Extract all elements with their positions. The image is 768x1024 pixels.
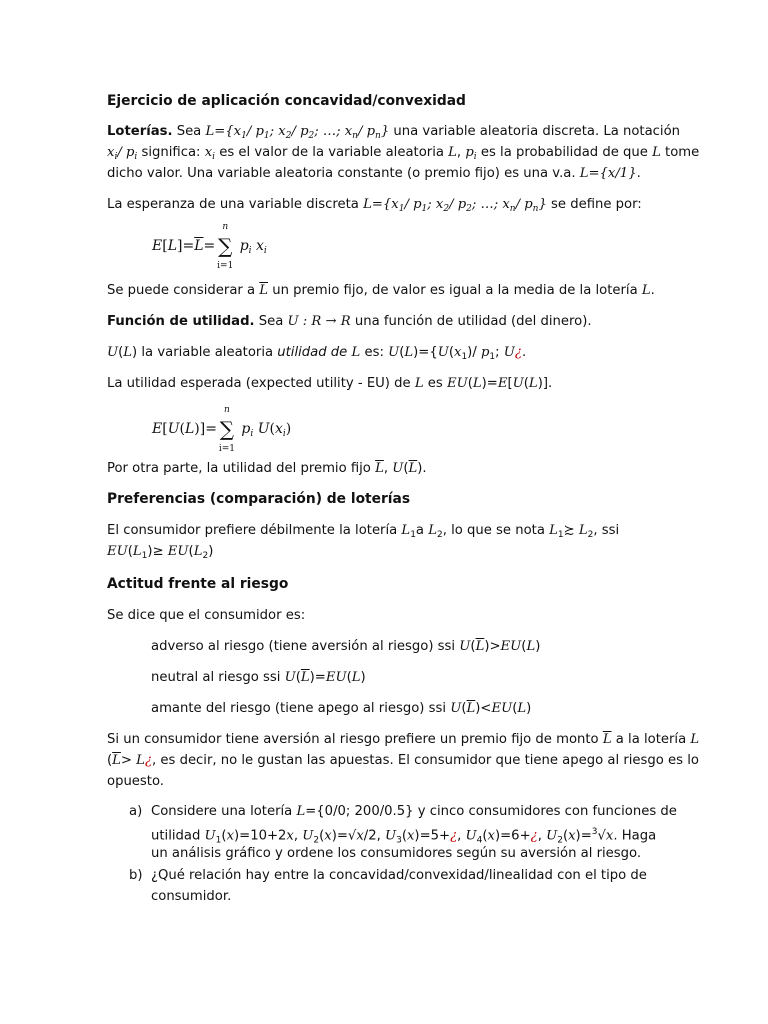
actitud-adverso: adverso al riesgo (tiene aversión al riesgo) ssi $U(\overline{L})>EU(L)$ [151,639,541,654]
preferencias-line-1: El consumidor prefiere débilmente la lotería $L_1a$ $L_2$, lo que se nota $L_1≿$ $L_2$, ssi [107,523,620,540]
loterias-line-1: Loterías. Sea $L=\{x_1/$ $p_1$; $x_2/$ $p_2$; …; $x_n/$ $p_n$} una variable aleatoria discreta. La notación [107,124,681,141]
actitud-paragraph-1: Si un consumidor tiene aversión al riesgo prefiere un premio fijo de monto $\overline{L}$ a la lotería L [107,732,700,747]
loterias-heading: Loterías. [107,124,173,139]
actitud-paragraph-2: ($\overline{L}>$ L¿, es decir, no le gustan las apuestas. El consumidor que tiene apego al riesgo es lo [107,753,699,768]
item-b-label: b) [129,868,143,883]
actitud-amante: amante del riesgo (tiene apego al riesgo) ssi $U(\overline{L})<EU(L)$ [151,701,532,716]
actitud-paragraph-3: opuesto. [107,774,164,789]
lottery-definition-formula: $L=\{x_1/$ $p_1$; $x_2/$ $p_2$; …; $x_n/$ $p_n$} [205,124,390,141]
funcion-utilidad-heading: Función de utilidad. [107,314,255,329]
item-b-line-2: consumidor. [151,889,232,904]
actitud-intro: Se dice que el consumidor es: [107,608,306,623]
utilidad-line-2: U(L) la variable aleatoria utilidad de L es: $U(L)=\{U(x_1)/$ $p_1$; U¿. [107,345,527,362]
premio-fijo-line: Se puede considerar a $\overline{L}$ un premio fijo, de valor es igual a la media de la lotería L. [107,283,655,298]
loterias-line-3: dicho valor. Una variable aleatoria constante (o premio fijo) es una v.a. L={x/1}. [107,166,641,181]
item-b-line-1: b) ¿Qué relación hay entre la concavidad/convexidad/linealidad con el tipo de [129,865,647,886]
expected-utility-formula: E[U(L)]= n ∑ i=1 $p_i$ $U(x_i)$ [152,405,292,454]
item-a-line-1: a) Considere una lotería L={0/0; 200/0.5} y cinco consumidores con funciones de [129,801,677,822]
esperanza-line: La esperanza de una variable discreta $L=\{x_1/$ $p_1$; $x_2/$ $p_2$; …; $x_n/$ $p_n$} se define por: [107,197,642,214]
preferencias-line-2: $EU(L_1)\ge EU(L_2)$ [107,544,214,561]
item-a-label: a) [129,804,143,819]
actitud-neutral: neutral al riesgo ssi $U(\overline{L})=EU(L)$ [151,670,366,685]
utilidad-line-1: Función de utilidad. Sea U : R → R una función de utilidad (del dinero). [107,314,592,329]
utilidad-line-3: La utilidad esperada (expected utility - EU) de L es EU(L)=E[U(L)]. [107,376,553,391]
item-a-line-3: un análisis gráfico y ordene los consumidores según su aversión al riesgo. [151,846,642,861]
item-a-line-2: utilidad $U_1(x)=10+2x$, $U_2(x)=√x/2$, $U_3(x)=5+¿$, $U_4(x)=6+¿$, $U_2(x)=^3√x$. Haga [151,827,657,846]
actitud-heading: Actitud frente al riesgo [107,576,289,592]
expectation-formula: $E[L]=\overline{L}=$ n ∑ i=1 $p_i$ $x_i$ [152,222,267,271]
utilidad-premio-line: Por otra parte, la utilidad del premio fijo $\overline{L}$, $U(\overline{L})$. [107,461,427,476]
loterias-line-2: $x_i/$ $p_i$ significa: $x_i$ es el valor de la variable aleatoria L, $p_i$ es la probabilidad de que L tome [107,145,700,162]
preferencias-heading: Preferencias (comparación) de loterías [107,491,411,507]
document-title: Ejercicio de aplicación concavidad/convexidad [107,93,466,109]
